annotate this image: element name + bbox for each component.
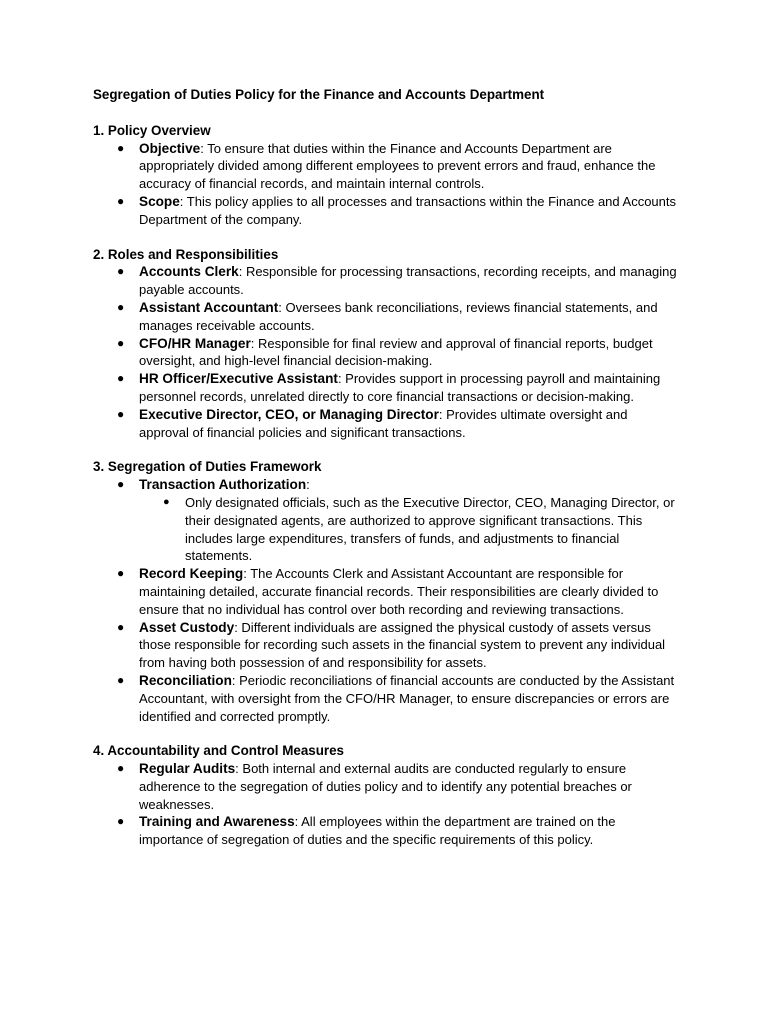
list-item xyxy=(117,193,678,229)
item-term: CFO/HR Manager xyxy=(139,335,251,351)
list-item xyxy=(117,406,678,442)
bullet-icon: ● xyxy=(117,406,125,421)
item-term: Assistant Accountant xyxy=(139,299,279,315)
item-term: Executive Director, CEO, or Managing Director xyxy=(139,406,439,422)
item-term: Reconciliation xyxy=(139,672,232,688)
section-heading: 4. Accountability and Control Measures xyxy=(93,743,344,759)
list-item xyxy=(117,813,678,849)
bullet-icon: ● xyxy=(117,371,125,386)
item-term: Training and Awareness xyxy=(139,814,295,830)
bullet-icon: ● xyxy=(117,264,125,279)
bullet-icon: ● xyxy=(117,761,125,776)
list-item xyxy=(117,335,678,371)
section-heading: 2. Roles and Responsibilities xyxy=(93,246,279,262)
item-text: : Responsible for processing transactions, recording receipts, and managing payable accounts. xyxy=(139,264,677,298)
section-heading: 1. Policy Overview xyxy=(93,122,211,138)
item-text: : The Accounts Clerk and Assistant Accountant are responsible for maintaining detailed, accurate financial records. Their responsibilities are clearly divided to ensure that no individual has control over both recording and reviewing transactions. xyxy=(139,566,659,617)
bullet-icon: ● xyxy=(117,566,125,581)
bullet-icon: ● xyxy=(117,619,125,634)
item-term: Asset Custody xyxy=(139,619,235,635)
list-item xyxy=(117,263,678,299)
list-item xyxy=(117,672,678,725)
bullet-list xyxy=(93,140,678,229)
bullet-icon: ● xyxy=(117,335,125,350)
bullet-icon: ● xyxy=(117,477,125,492)
document-page xyxy=(93,86,678,866)
item-text: : Periodic reconciliations of financial accounts are conducted by the Assistant Accountant, with oversight from the CFO/HR Manager, to ensure discrepancies or errors are identified and corrected promptly. xyxy=(139,672,675,724)
item-text: : This policy applies to all processes and transactions within the Finance and Accounts Department of the company. xyxy=(139,193,676,227)
bullet-list xyxy=(93,760,678,849)
item-text: : Oversees bank reconciliations, reviews financial statements, and manages receivable accounts. xyxy=(139,299,658,333)
item-term: Objective xyxy=(139,140,201,156)
section-roles-responsibilities xyxy=(93,246,678,442)
item-text: : Provides ultimate oversight and approval of financial policies and significant transactions. xyxy=(139,406,628,440)
item-term: Record Keeping xyxy=(139,566,244,582)
item-term: Transaction Authorization xyxy=(139,477,307,493)
list-item xyxy=(117,760,678,813)
item-text: : Provides support in processing payroll and maintaining personnel records, unrelated directly to core financial transactions or decision-making. xyxy=(139,371,661,404)
list-item xyxy=(117,476,678,565)
item-term: Accounts Clerk xyxy=(139,264,239,280)
bullet-icon: ● xyxy=(117,140,125,155)
section-policy-overview xyxy=(93,122,678,229)
sub-bullet-list xyxy=(139,494,678,565)
document-title: Segregation of Duties Policy for the Finance and Accounts Department xyxy=(93,87,545,102)
item-term: HR Officer/Executive Assistant xyxy=(139,371,338,387)
list-item xyxy=(117,299,678,335)
item-text: : Different individuals are assigned the physical custody of assets versus those responsible for recording such assets in the financial system to prevent any individual from having both possession of and responsibility for assets. xyxy=(139,619,666,671)
bullet-icon: ● xyxy=(163,495,170,508)
item-term: Scope xyxy=(139,193,180,209)
section-accountability-control xyxy=(93,742,678,849)
item-text: : xyxy=(306,477,310,493)
bullet-list xyxy=(93,476,678,725)
item-text: : Responsible for final review and approval of financial reports, budget oversight, and high-level financial decision-making. xyxy=(139,335,653,369)
list-item xyxy=(117,370,678,406)
bullet-icon: ● xyxy=(117,672,125,687)
bullet-icon: ● xyxy=(117,814,125,829)
item-text: : All employees within the department are trained on the importance of segregation of duties and the specific requirements of this policy. xyxy=(139,814,616,848)
section-heading: 3. Segregation of Duties Framework xyxy=(93,459,322,475)
list-item xyxy=(117,565,678,618)
item-text: : Both internal and external audits are conducted regularly to ensure adherence to the segregation of duties policy and to identify any potential breaches or weaknesses. xyxy=(139,761,632,812)
sub-item-text: Only designated officials, such as the Executive Director, CEO, Managing Director, or their designated agents, are authorized to approve significant transactions. This includes large expenditures, transfers of funds, and adjustments to financial statements. xyxy=(185,494,675,564)
list-item xyxy=(117,140,678,193)
bullet-icon: ● xyxy=(117,299,125,314)
bullet-list xyxy=(93,263,678,441)
list-item xyxy=(117,619,678,672)
item-text: : To ensure that duties within the Finance and Accounts Department are appropriately divided among different employees to prevent errors and fraud, enhance the accuracy of financial records, and maintain internal controls. xyxy=(139,140,656,192)
section-segregation-framework xyxy=(93,458,678,725)
sub-list-item xyxy=(163,494,678,565)
item-term: Regular Audits xyxy=(139,761,236,777)
bullet-icon: ● xyxy=(117,193,125,208)
